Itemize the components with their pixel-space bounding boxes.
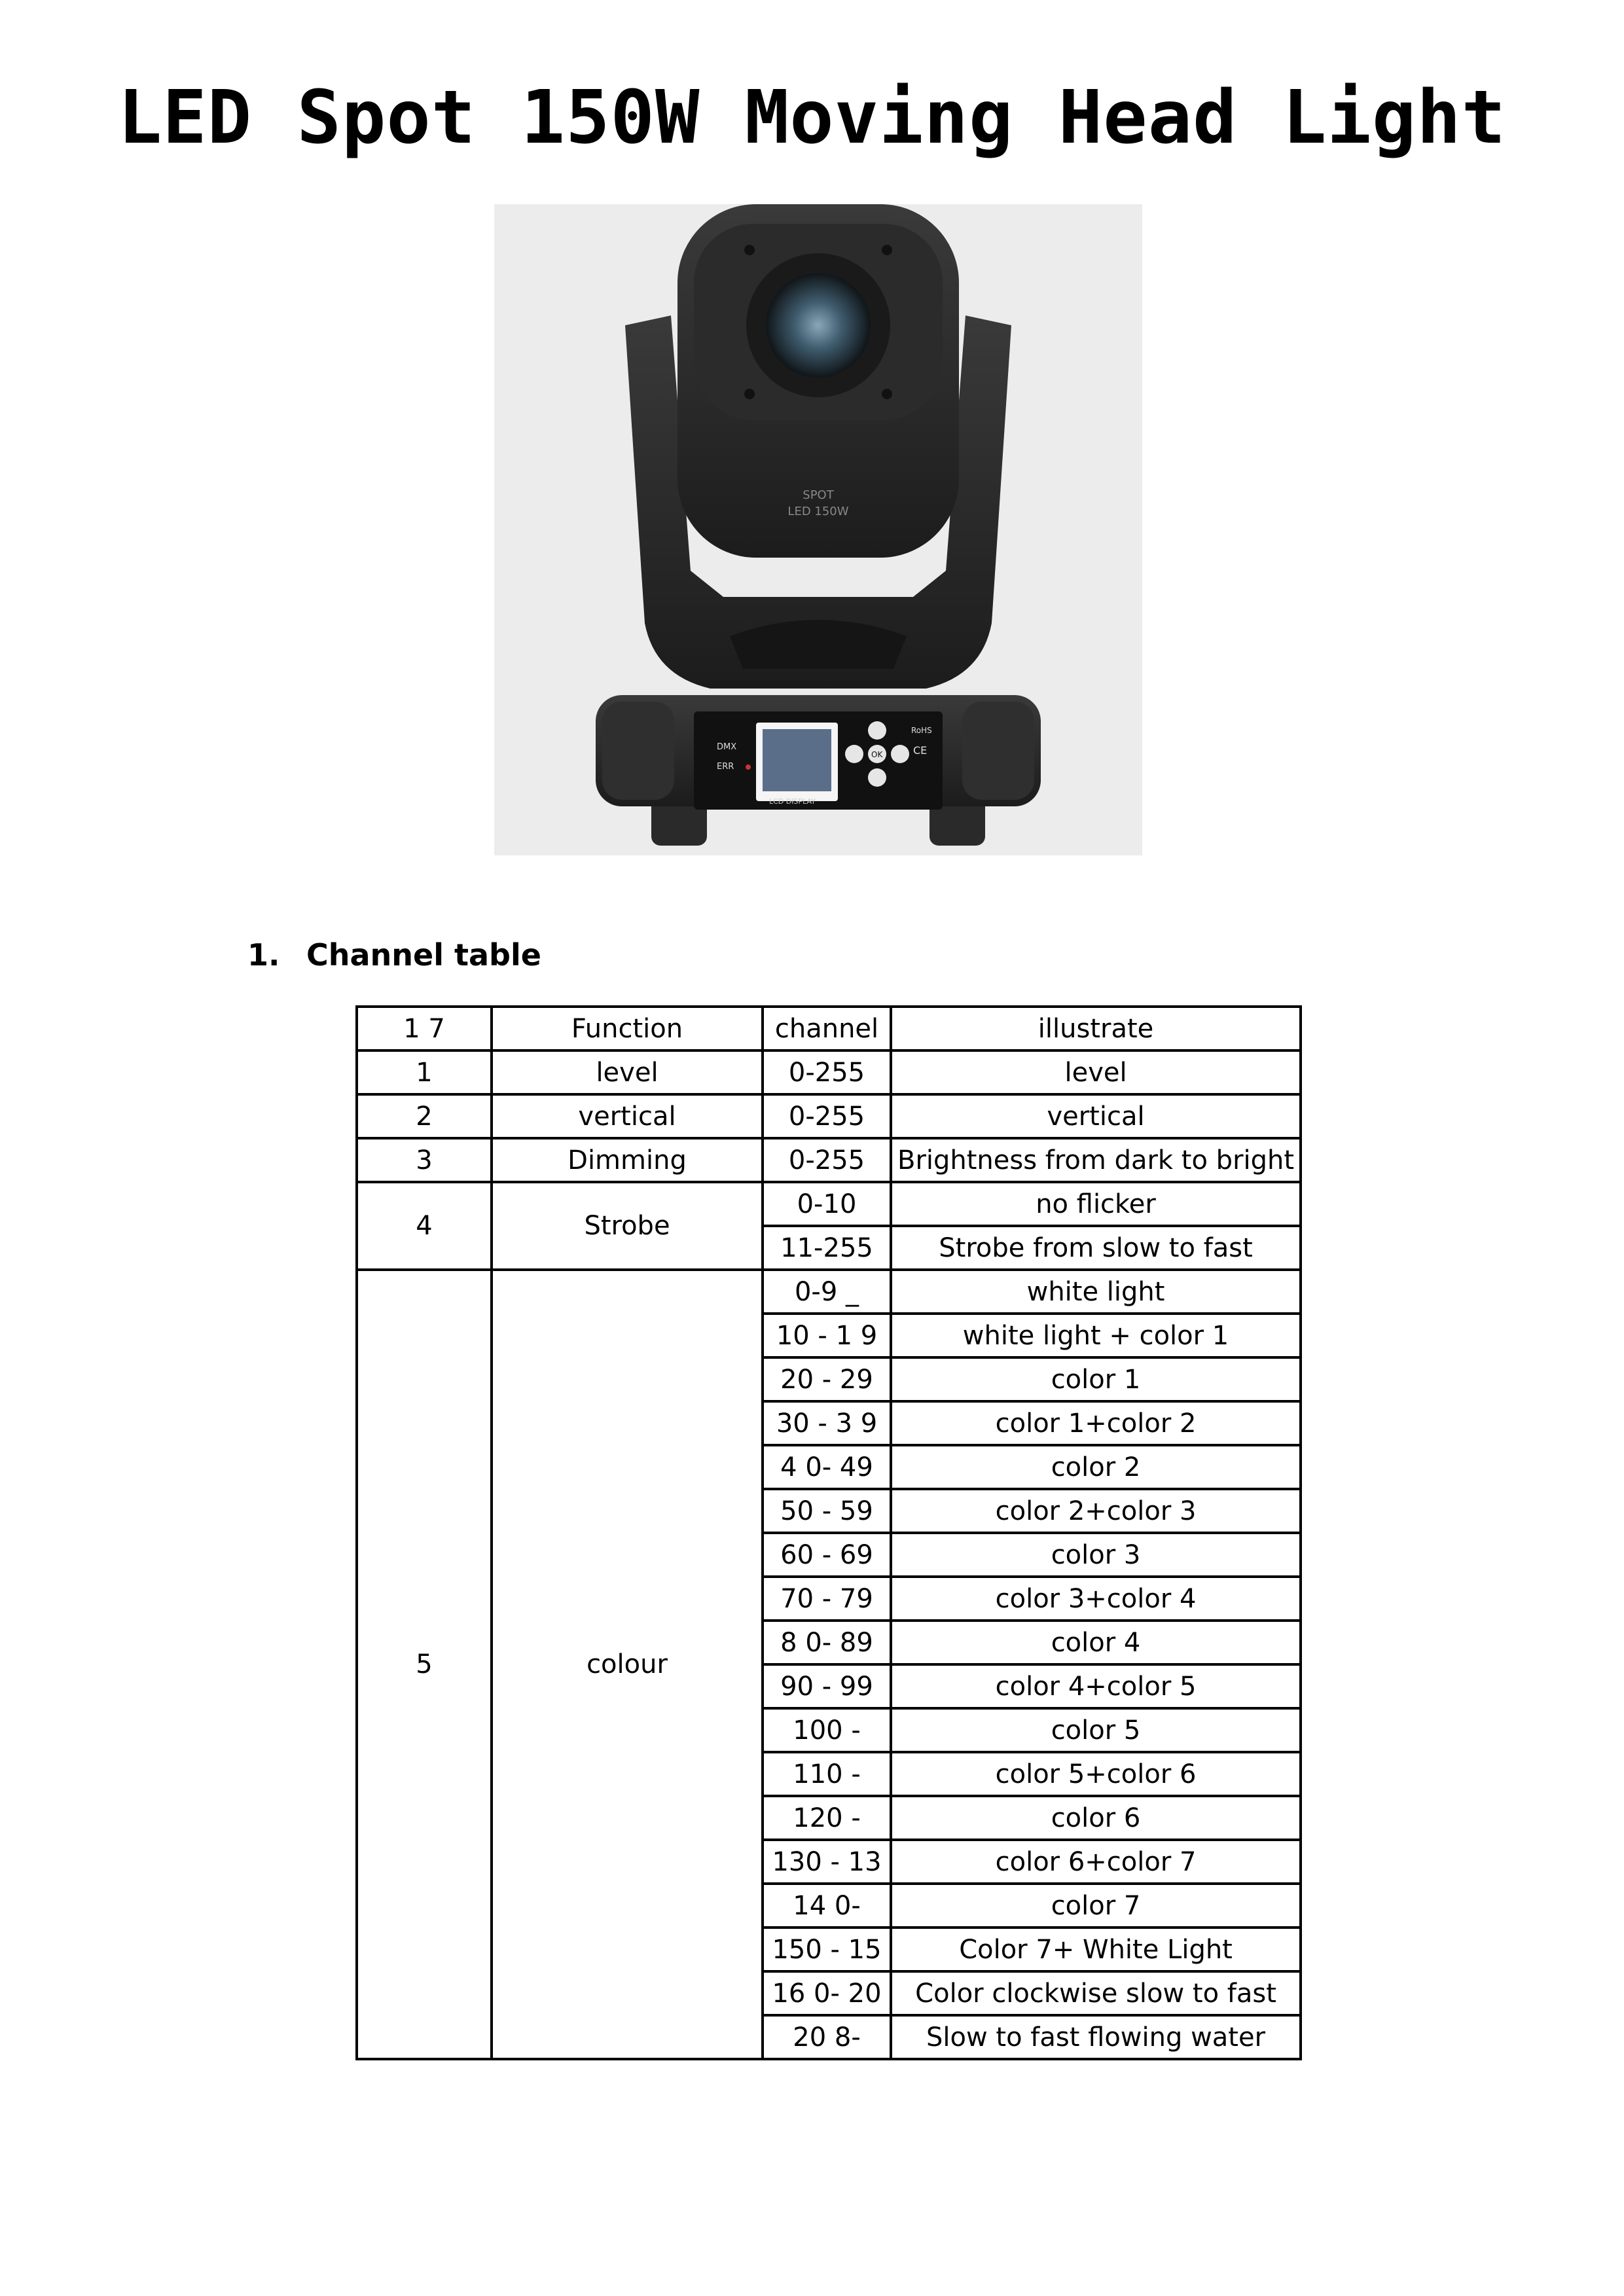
section-number: 1. xyxy=(247,937,280,973)
channel-cell: 16 0- 20 xyxy=(763,1971,891,2015)
illustrate-cell: white light xyxy=(891,1270,1301,1314)
channel-cell: 0-255 xyxy=(763,1094,891,1138)
channel-cell: 110 - xyxy=(763,1752,891,1796)
illustrate-cell: color 5+color 6 xyxy=(891,1752,1301,1796)
channel-table xyxy=(355,1005,1302,2060)
illustrate-cell: Brightness from dark to bright xyxy=(891,1138,1301,1182)
down-button-icon xyxy=(868,768,886,787)
moving-head-light-illustration xyxy=(494,204,1142,855)
function-cell: Dimming xyxy=(492,1138,763,1182)
table-row xyxy=(357,1050,1301,1094)
panel-lcd-label: LCD DISPLAY xyxy=(769,797,816,806)
left-button-icon xyxy=(845,745,863,763)
illustrate-cell: Color 7+ White Light xyxy=(891,1928,1301,1971)
panel-ce-label: CE xyxy=(913,744,928,757)
channel-cell: 120 - xyxy=(763,1796,891,1840)
channel-cell: 0-9 _ xyxy=(763,1270,891,1314)
header-cell: 1 7 xyxy=(357,1007,492,1050)
header-cell: Function xyxy=(492,1007,763,1050)
head-label-model: LED 150W xyxy=(787,505,849,518)
illustrate-cell: Strobe from slow to fast xyxy=(891,1226,1301,1270)
table-row xyxy=(357,1094,1301,1138)
illustrate-cell: color 6 xyxy=(891,1796,1301,1840)
table-row xyxy=(357,1182,1301,1226)
illustrate-cell: color 3 xyxy=(891,1533,1301,1577)
illustrate-cell: color 2 xyxy=(891,1445,1301,1489)
row-number-cell: 1 xyxy=(357,1050,492,1094)
head-label-spot: SPOT xyxy=(803,488,834,502)
section-heading xyxy=(247,937,541,973)
panel-dmx-label: DMX xyxy=(717,742,737,752)
channel-cell: 0-10 xyxy=(763,1182,891,1226)
illustrate-cell: color 1 xyxy=(891,1357,1301,1401)
channel-cell: 14 0- xyxy=(763,1884,891,1928)
channel-cell: 50 - 59 xyxy=(763,1489,891,1533)
illustrate-cell: color 5 xyxy=(891,1708,1301,1752)
page-title: LED Spot 150W Moving Head Light xyxy=(117,75,1507,160)
section-title: Channel table xyxy=(306,937,541,973)
illustrate-cell: level xyxy=(891,1050,1301,1094)
header-cell: illustrate xyxy=(891,1007,1301,1050)
channel-cell: 100 - xyxy=(763,1708,891,1752)
channel-cell: 8 0- 89 xyxy=(763,1621,891,1664)
table-row xyxy=(357,1138,1301,1182)
function-cell: colour xyxy=(492,1270,763,2059)
row-number-cell: 5 xyxy=(357,1270,492,2059)
illustrate-cell: no flicker xyxy=(891,1182,1301,1226)
row-number-cell: 3 xyxy=(357,1138,492,1182)
illustrate-cell: color 2+color 3 xyxy=(891,1489,1301,1533)
header-cell: channel xyxy=(763,1007,891,1050)
illustrate-cell: Color clockwise slow to fast xyxy=(891,1971,1301,2015)
channel-cell: 20 - 29 xyxy=(763,1357,891,1401)
function-cell: Strobe xyxy=(492,1182,763,1270)
channel-cell: 0-255 xyxy=(763,1138,891,1182)
row-number-cell: 2 xyxy=(357,1094,492,1138)
illustrate-cell: vertical xyxy=(891,1094,1301,1138)
table-row xyxy=(357,1270,1301,1314)
channel-cell: 90 - 99 xyxy=(763,1664,891,1708)
illustrate-cell: color 3+color 4 xyxy=(891,1577,1301,1621)
row-number-cell: 4 xyxy=(357,1182,492,1270)
panel-err-label: ERR xyxy=(717,762,734,772)
table-header-row xyxy=(357,1007,1301,1050)
panel-rohs-label: RoHS xyxy=(911,726,932,735)
channel-cell: 20 8- xyxy=(763,2015,891,2059)
channel-cell: 70 - 79 xyxy=(763,1577,891,1621)
channel-cell: 150 - 15 xyxy=(763,1928,891,1971)
illustrate-cell: color 4+color 5 xyxy=(891,1664,1301,1708)
illustrate-cell: Slow to fast flowing water xyxy=(891,2015,1301,2059)
channel-cell: 10 - 1 9 xyxy=(763,1314,891,1357)
channel-cell: 130 - 13 xyxy=(763,1840,891,1884)
illustrate-cell: color 7 xyxy=(891,1884,1301,1928)
function-cell: level xyxy=(492,1050,763,1094)
up-button-icon xyxy=(868,721,886,740)
channel-cell: 60 - 69 xyxy=(763,1533,891,1577)
illustrate-cell: color 4 xyxy=(891,1621,1301,1664)
channel-cell: 4 0- 49 xyxy=(763,1445,891,1489)
lens-icon xyxy=(766,273,871,378)
channel-cell: 11-255 xyxy=(763,1226,891,1270)
illustrate-cell: color 6+color 7 xyxy=(891,1840,1301,1884)
illustrate-cell: white light + color 1 xyxy=(891,1314,1301,1357)
channel-cell: 0-255 xyxy=(763,1050,891,1094)
product-photo xyxy=(494,204,1142,855)
channel-cell: 30 - 3 9 xyxy=(763,1401,891,1445)
panel-ok-label: OK xyxy=(871,750,883,759)
illustrate-cell: color 1+color 2 xyxy=(891,1401,1301,1445)
function-cell: vertical xyxy=(492,1094,763,1138)
right-button-icon xyxy=(891,745,909,763)
